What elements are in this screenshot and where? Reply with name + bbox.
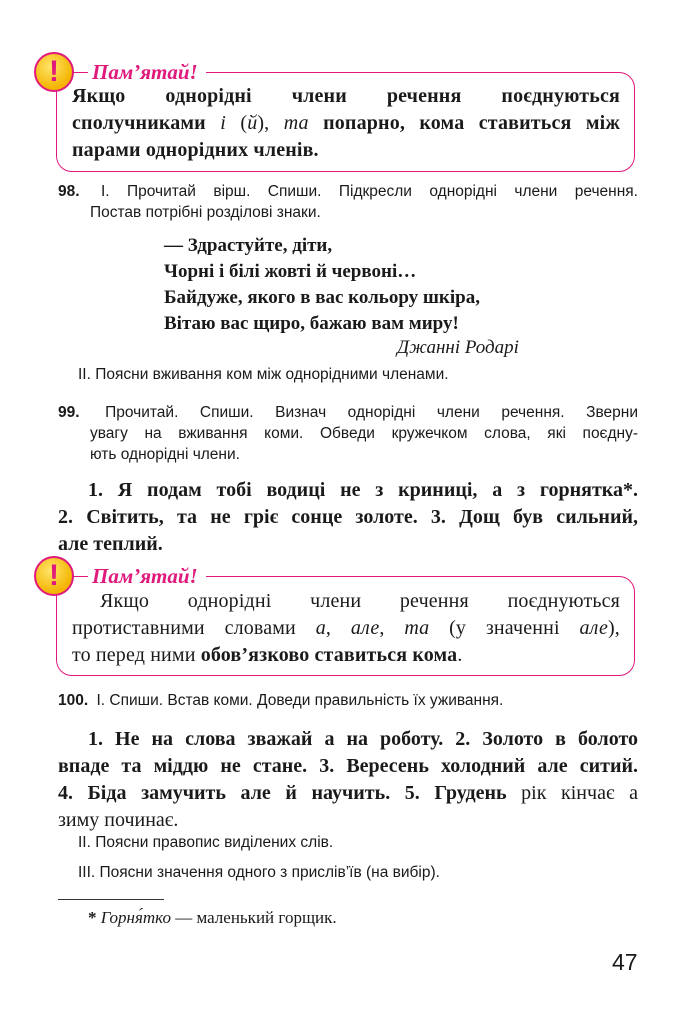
- page-number: 47: [612, 949, 638, 975]
- exercise-100-part3: ІІІ. Поясни значення одного з прислів’їв (на вибір).: [78, 864, 440, 881]
- exercise-100-task: 100. І. Спиши. Встав коми. Доведи правильність їх уживання.: [58, 692, 504, 709]
- poem-line: Вітаю вас щиро, бажаю вам миру!: [164, 313, 459, 334]
- exclamation-icon: !: [34, 556, 74, 596]
- remember-text-1: Якщо однорідні члени речення поєднуються сполучниками і (й), та попарно, кома ставиться між парами однорідних членів.: [72, 85, 620, 161]
- exclamation-icon: !: [34, 52, 74, 92]
- exercise-number: 99.: [58, 404, 80, 421]
- poem-line: Байдуже, якого в вас кольору шкіра,: [164, 287, 480, 308]
- poem: [164, 233, 480, 337]
- footnote: * Горня́тко — маленький горщик.: [88, 908, 337, 927]
- exercise-99-sentences: 1. Я подам тобі водиці не з криниці, а з горнятка*. 2. Світить, та не гріє сонце золоте. 3. Дощ був сильний, але теплий.: [58, 479, 638, 555]
- poem-line: — Здрастуйте, діти,: [164, 235, 333, 256]
- highlighted-word: міддю: [153, 755, 209, 777]
- exercise-number: 100.: [58, 692, 89, 709]
- highlighted-word: Грудень: [434, 782, 507, 804]
- exercise-100-sentences: 1. Не на слова зважай а на роботу. 2. Золото в болото впаде та міддю не стане. 3. Вересень холодний але ситий. 4. Біда замучить але й научить. 5. Грудень рік кінчає а зиму починає.: [58, 728, 639, 831]
- remember-text-2: Якщо однорідні члени речення поєднуються протиставними словами а, але, та (у значенні але), то перед ними обов’язково ставиться кома.: [72, 590, 620, 666]
- exercise-98-part2: ІІ. Поясни вживання ком між однорідними членами.: [78, 366, 449, 383]
- exercise-98-task: 98. І. Прочитай вірш. Спиши. Підкресли однорідні члени речення. Постав потрібні розділові знаки.: [58, 183, 638, 221]
- exercise-99-task: 99. Прочитай. Спиши. Визнач однорідні члени речення. Зверни увагу на вживання коми. Обведи кружечком слова, які поєдну- ють однорідні члени.: [58, 404, 638, 463]
- poem-line: Чорні і білі жовті й червоні…: [164, 261, 417, 282]
- remember-title-1: Пам’ятай!: [88, 60, 206, 84]
- footnote-divider: [58, 899, 164, 900]
- exercise-100-part2: ІІ. Поясни правопис виділених слів.: [78, 834, 334, 851]
- remember-title-2: Пам’ятай!: [88, 564, 206, 588]
- poem-author: Джанні Родарі: [397, 337, 519, 358]
- exercise-number: 98.: [58, 183, 80, 200]
